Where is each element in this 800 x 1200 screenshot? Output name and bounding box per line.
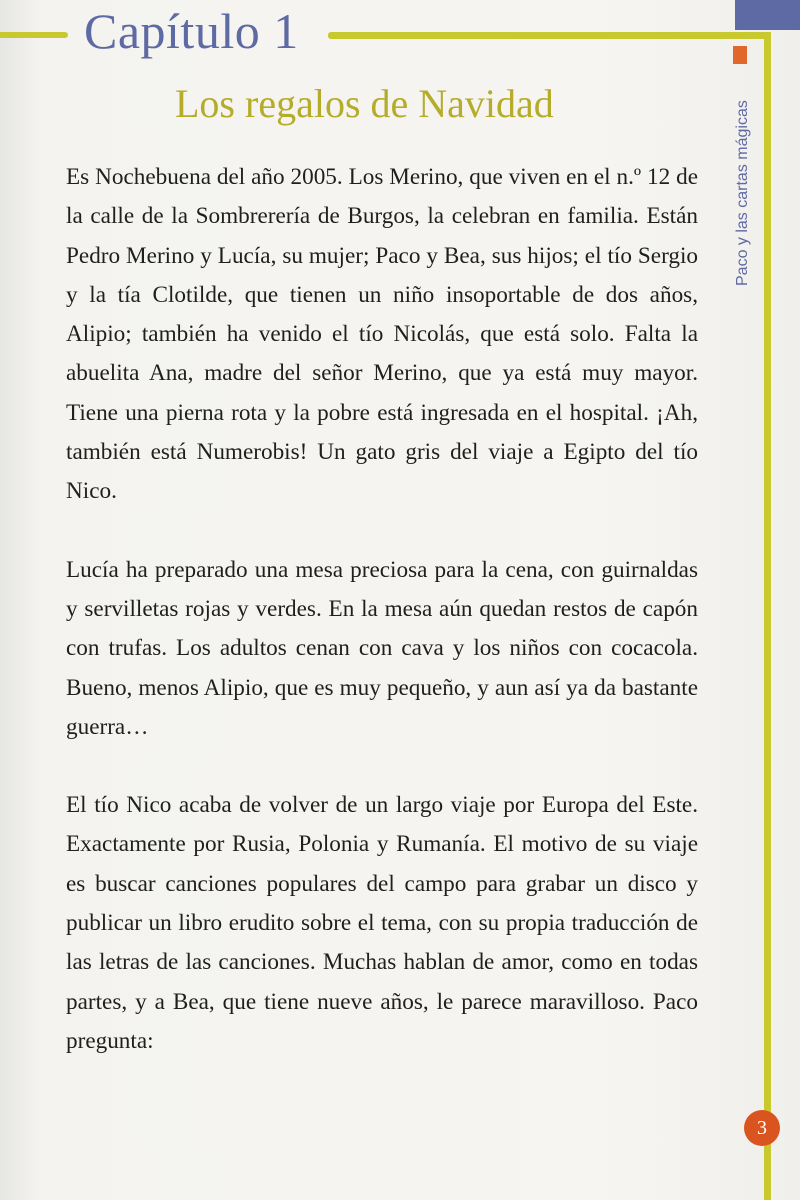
section-title: Los regalos de Navidad [175, 81, 554, 126]
chapter-rule-left [0, 32, 68, 38]
body-text [66, 158, 698, 1061]
side-marker [733, 46, 747, 64]
margin-rule-right [764, 32, 771, 1200]
corner-tab [735, 0, 800, 30]
chapter-rule-top [328, 32, 770, 39]
chapter-title: Capítulo 1 [84, 3, 299, 59]
book-side-title: Paco y las cartas mágicas [734, 100, 751, 286]
paragraph-3: El tío Nico acaba de volver de un largo viaje por Europa del Este. Exactamente por Rusia, Polonia y Rumanía. El motivo de su viaje es buscar canciones populares del campo para grabar un disco y publicar un libro erudito sobre el tema, con su propia traducción de las letras de las canciones. Muchas hablan de amor, como en todas partes, y a Bea, que tiene nueve años, le parece maravilloso. Paco pregunta: [66, 792, 698, 1054]
paragraph-2: Lucía ha preparado una mesa preciosa para la cena, con guirnaldas y servilletas rojas y verdes. En la mesa aún quedan restos de capón con trufas. Los adultos cenan con cava y los niños con cocacola. Bueno, menos Alipio, que es muy pequeño, y aun así ya da bastante guerra… [66, 556, 698, 740]
paragraph-1: Es Nochebuena del año 2005. Los Merino, que viven en el n.º 12 de la calle de la Sombrerería de Burgos, la celebran en familia. Están Pedro Merino y Lucía, su mujer; Paco y Bea, sus hijos; el tío Sergio y la tía Clotilde, que tienen un niño insoportable de dos años, Alipio; también ha venido el tío Nicolás, que está solo. Falta la abuelita Ana, madre del señor Merino, que ya está muy mayor. Tiene una pierna rota y la pobre está ingresada en el hospital. ¡Ah, también está Numerobis! Un gato gris del viaje a Egipto del tío Nico. [66, 164, 698, 505]
page-number-badge: 3 [744, 1110, 780, 1146]
